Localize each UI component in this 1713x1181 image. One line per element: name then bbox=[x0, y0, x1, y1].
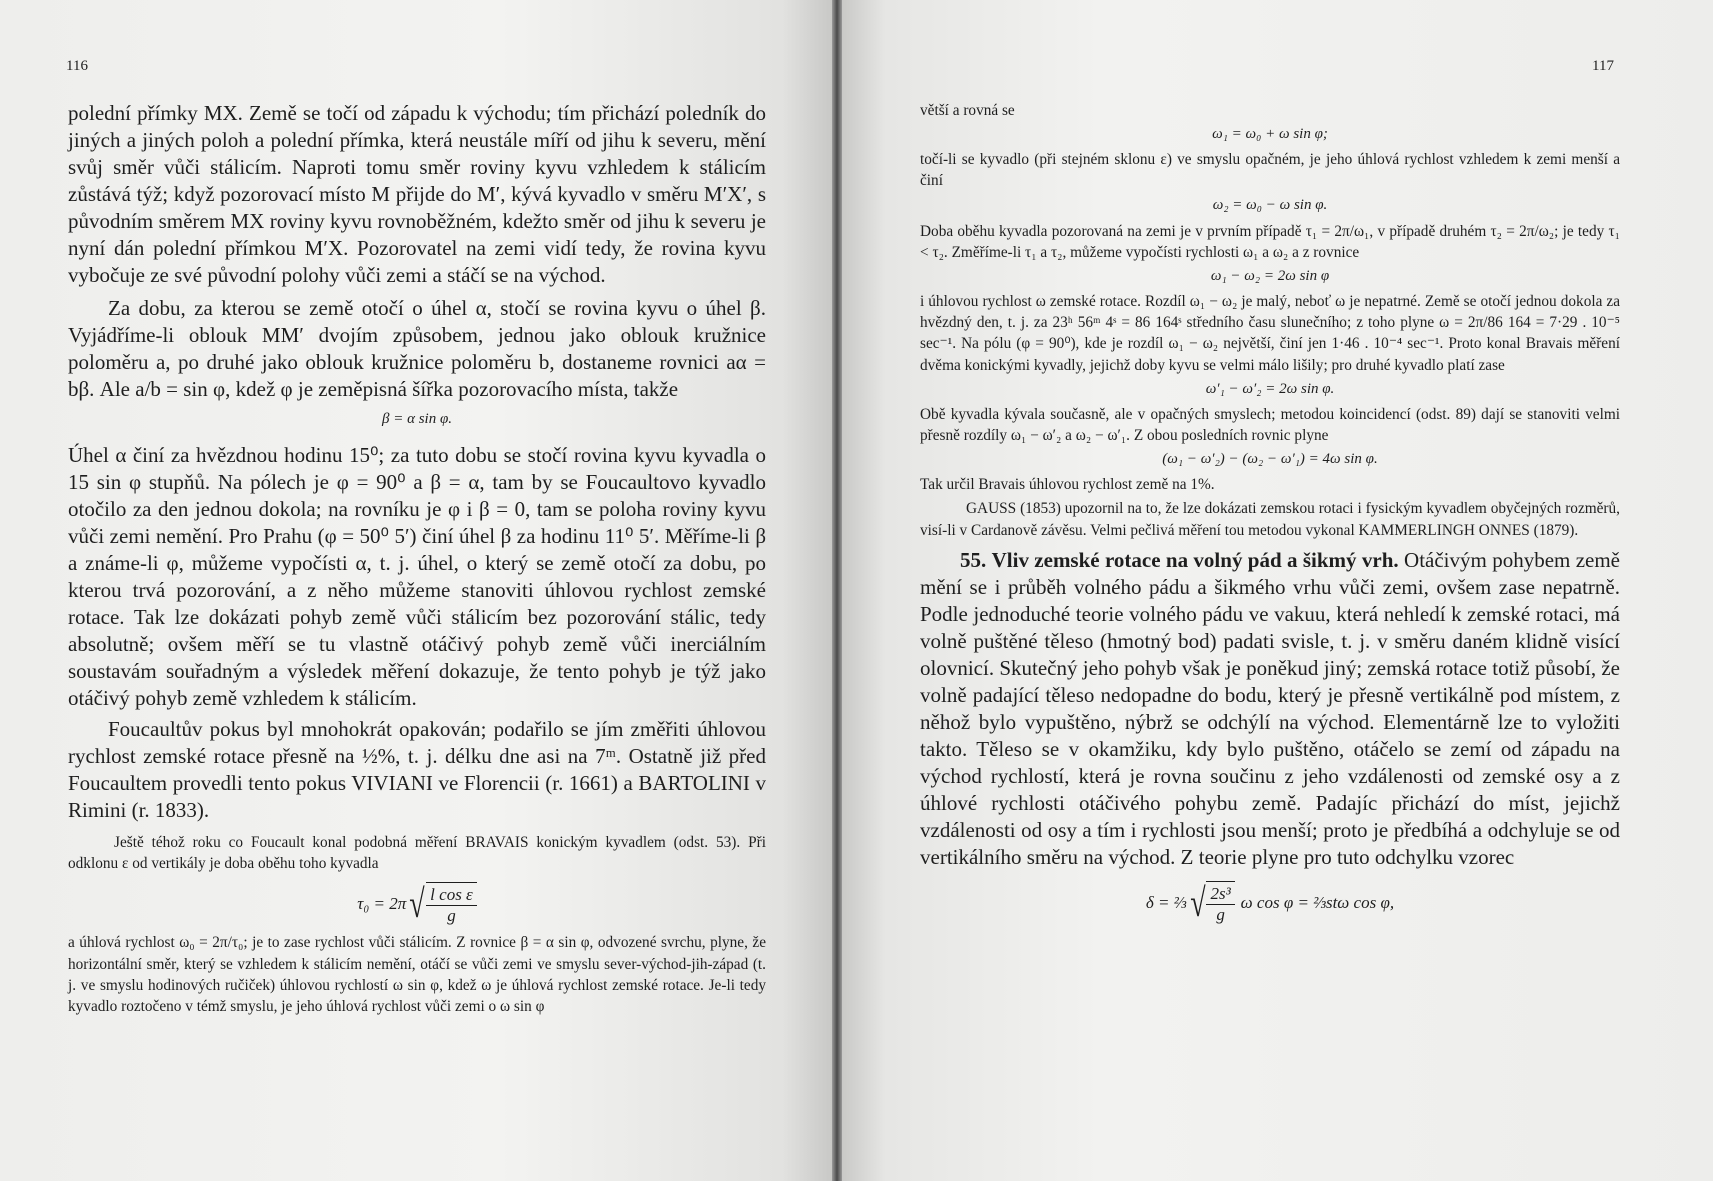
paragraph: polední přímky MX. Země se točí od západu k východu; tím přichází poledník do jiných a jiných poloh a polední přímka, která neustále míří od jihu k severu, mění svůj směr vůči stálicím. Naproti tomu směr roviny kyvu vzhledem k stálicím zůstává týž; když pozorovací místo M přijde do M′, kývá kyvadlo v směru M′X′, s původním směrem MX roviny kyvu rovnoběžném, kdežto směr od jihu k severu je nyní dán polední přímkou M′X. Pozorovatel na zemi vidí tedy, že rovina kyvu vybočuje ze své původní polohy vůči zemi a stáčí se na východ. bbox=[68, 101, 766, 287]
small-paragraph: Ještě téhož roku co Foucault konal podobná měření BRAVAIS konickým kyvadlem (odst. 53). Při odklonu ε od vertikály je doba oběhu toho kyvadla bbox=[68, 834, 766, 873]
numerator: l cos ε bbox=[426, 885, 477, 906]
square-root bbox=[406, 882, 477, 926]
section-text: Otáčivým pohybem země mění se i průběh volného pádu a šikmého vrhu vůči zemi, ovšem zase nepatrně. Podle jednoduché teorie volného pádu ve vakuu, která nehledí k zemské rotaci, má volně puštěné těleso (hmotný bod) padati svisle, t. j. v směru daném klidně visící olovnicí. Skutečný jeho pohyb však je poněkud jiný; zemská rotace totiž působí, že volně padající těleso nedopadne do bodu, který je přesně vertikálně pod místem, z něhož bylo vypuštěno, nýbrž se odchýlí na východ. Elementárně lze to vyložiti takto. Těleso se v okamžiku, kdy bylo puštěno, otáčelo se zemí od západu na východ rychlostí, která je rovna součinu z jeho vzdálenosti od zemské osy a z úhlové rychlosti otáčivého pohybu země. Padajíc přichází do míst, jejichž vzdálenosti od osy a tím i rychlosti jsou menší; proto je předbíhá a odchyluje se od vertikálního směru na východ. Z teorie plyne pro tuto odchylku vzorec bbox=[920, 547, 1621, 869]
small-paragraph: točí-li se kyvadlo (při stejném sklonu ε) ve smyslu opačném, je jeho úhlová rychlost vzhledem k zemi menší a činí bbox=[920, 151, 1620, 190]
small-paragraph: GAUSS (1853) upozornil na to, že lze dokázati zemskou rotaci i fysickým kyvadlem obyčejných rozměrů, visí-li v Cardanově závěsu. Velmi pečlivá měření tou metodou vykonal KAMMERLINGH ONNES (1879). bbox=[920, 500, 1620, 539]
equation: ω₁ − ω₂ = 2ω sin φ bbox=[1210, 268, 1330, 285]
equation: ω₂ = ω₀ − ω sin φ. bbox=[1212, 196, 1328, 213]
equation: ω′₁ − ω′₂ = 2ω sin φ. bbox=[1205, 380, 1335, 397]
equation: (ω₁ − ω′₂) − (ω₂ − ω′₁) = 4ω sin φ. bbox=[1162, 451, 1378, 468]
small-paragraph: větší a rovná se bbox=[920, 102, 1015, 119]
paragraph: Úhel α činí za hvězdnou hodinu 15⁰; za tuto dobu se stočí rovina kyvu kyvadla o 15 sin φ stupňů. Na pólech je φ = 90⁰ a β = α, tam by se Foucaultovo kyvadlo otočilo za den jednou dokola; na rovníku je φ i β = 0, tam se poloha roviny kyvu vůči zemi nemění. Pro Prahu (φ = 50⁰ 5′) činí úhel β za hodinu 11⁰ 5′. Měříme-li β a známe-li φ, můžeme vypočísti α, t. j. úhel, o který se země otočí za dobu, po kterou trvá pozorování, a z něho můžeme stanoviti úhlovou rychlost zemské rotace. Tak lze dokázati pohyb země vůči stálicím bez pozorování stálic, tedy absolutně; ovšem měří se tu vlastně otáčivý pohyb země vůči inerciálním soustavám souřadným a výsledek měření dokazuje, že tento pohyb je týž jako otáčivý pohyb země vzhledem k stálicím. bbox=[68, 443, 766, 710]
equation-delta bbox=[920, 881, 1620, 925]
left-page bbox=[0, 0, 832, 1181]
denominator: g bbox=[1216, 904, 1225, 924]
numerator: 2s³ bbox=[1206, 884, 1234, 905]
paragraph: Foucaultův pokus byl mnohokrát opakován; podařilo se jím změřiti úhlovou rychlost zemské rotace přesně na ½%, t. j. délku dne asi na 7ᵐ. Ostatně již před Foucaultem provedli tento pokus VIVIANI ve Florencii (r. 1661) a BARTOLINI v Rimini (r. 1833). bbox=[68, 717, 766, 822]
equation-rhs: ω cos φ = ⅔stω cos φ, bbox=[1240, 892, 1395, 912]
fraction bbox=[1206, 881, 1234, 925]
page-number: 117 bbox=[1592, 58, 1614, 74]
small-paragraph: Doba oběhu kyvadla pozorovaná na zemi je v prvním případě τ₁ = 2π/ω₁, v případě druhém τ₂ = 2π/ω₂; je tedy τ₁ < τ₂. Změříme-li τ₁ a τ₂, můžeme vypočísti rychlosti ω₁ a ω₂ a z rovnice bbox=[920, 222, 1620, 261]
equation-lhs: τ₀ = 2π bbox=[357, 894, 407, 914]
equation-lhs: δ = ⅔ bbox=[1145, 892, 1187, 912]
section-number: 55. bbox=[960, 547, 987, 572]
small-paragraph: a úhlová rychlost ω₀ = 2π/τ₀; je to zase rychlost vůči stálicím. Z rovnice β = α sin φ, odvozené svrchu, plyne, že horizontální směr, který se vzhledem k stálicím nemění, otáčí se vůči zemi ve smyslu sever-východ-jih-západ (t. j. ve smyslu hodinových ručiček) úhlovou rychlostí ω sin φ, kdež ω je úhlová rychlost zemské rotace. Je-li tedy kyvadlo roztočeno v témž smyslu, je jeho úhlová rychlost vůči zemi o ω sin φ bbox=[68, 934, 766, 1016]
left-text-column bbox=[68, 100, 766, 1017]
denominator: g bbox=[447, 906, 456, 926]
book-gutter bbox=[832, 0, 842, 1181]
small-paragraph: Obě kyvadla kývala současně, ale v opačných smyslech; metodou koincidencí (odst. 89) dají se stanoviti velmi přesně rozdíly ω₁ − ω′₂ a ω₂ − ω′₁. Z obou posledních rovnic plyne bbox=[920, 405, 1620, 445]
radical-sign: √ bbox=[409, 881, 425, 927]
page-number: 116 bbox=[66, 58, 88, 74]
paragraph: Za dobu, za kterou se země otočí o úhel α, stočí se rovina kyvu o úhel β. Vyjádříme-li oblouk MM′ dvojím způsobem, jednou jako oblouk kružnice poloměru a, po druhé jako oblouk kružnice poloměru b, dostaneme rovnici aα = bβ. Ale a/b = sin φ, kdež φ je zeměpisná šířka pozorovacího místa, takže bbox=[68, 296, 766, 401]
equation-tau bbox=[68, 882, 766, 926]
right-page bbox=[842, 0, 1713, 1181]
equation: ω₁ = ω₀ + ω sin φ; bbox=[1212, 126, 1328, 143]
small-paragraph: i úhlovou rychlost ω zemské rotace. Rozdíl ω₁ − ω₂ je malý, neboť ω je nepatrné. Země se otočí jednou dokola za hvězdný den, t. j. za 23ʰ 56ᵐ 4ˢ = 86 164ˢ středního času slunečního; z toho plyne ω = 2π/86 164 = 7·29 . 10⁻⁵ sec⁻¹. Na pólu (φ = 90⁰), kde je rozdíl ω₁ − ω₂ největší, činí jen 1·46 . 10⁻⁴ sec⁻¹. Proto konal Bravais měření dvěma konickými kyvadly, jejichž doby kyvu se velmi málo lišily; pro druhé kyvadlo platí zase bbox=[920, 293, 1620, 374]
right-text-column bbox=[920, 100, 1620, 925]
small-paragraph: Tak určil Bravais úhlovou rychlost země na 1%. bbox=[920, 476, 1215, 494]
square-root bbox=[1187, 881, 1235, 925]
section-paragraph bbox=[920, 547, 1620, 871]
fraction bbox=[426, 882, 477, 926]
radical-sign: √ bbox=[1189, 879, 1206, 925]
equation: β = α sin φ. bbox=[381, 411, 453, 427]
section-title: Vliv zemské rotace na volný pád a šikmý vrh. bbox=[991, 547, 1399, 572]
